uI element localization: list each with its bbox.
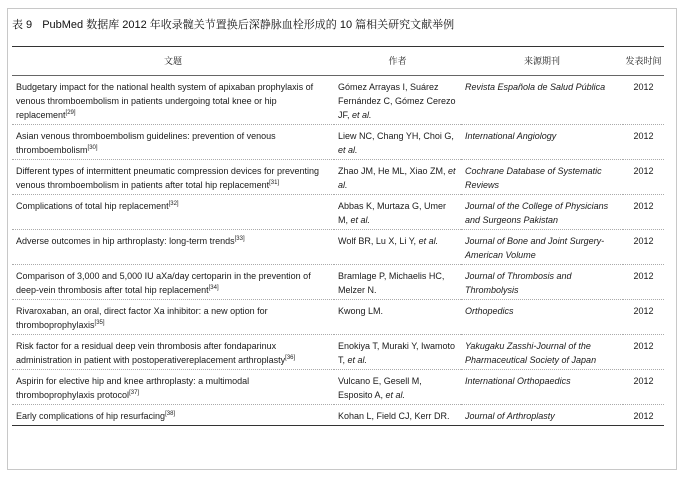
row-et-al: et al. xyxy=(352,110,372,120)
column-header-author: 作者 xyxy=(334,47,461,76)
row-et-al: et al. xyxy=(338,166,456,190)
row-title xyxy=(12,125,334,160)
row-journal: International Angiology xyxy=(465,131,557,141)
table-row xyxy=(12,230,664,265)
row-authors xyxy=(334,370,461,405)
table-caption-text: PubMed 数据库 2012 年收录髋关节置换后深静脉血栓形成的 10 篇相关研究文献举例 xyxy=(42,19,455,31)
row-authors-text: Kohan L, Field CJ, Kerr DR. xyxy=(338,411,450,421)
row-journal: International Orthopaedics xyxy=(465,376,571,386)
row-journal: Yakugaku Zasshi-Journal of the Pharmaceutical Society of Japan xyxy=(465,341,597,365)
row-year: 2012 xyxy=(633,166,654,176)
row-reference: [35] xyxy=(94,320,105,326)
row-reference: [33] xyxy=(234,236,245,242)
row-title-text: Risk factor for a residual deep vein thrombosis after fondaparinux administration in patient with postoperativereplacement arthroplasty xyxy=(16,341,286,365)
row-title xyxy=(12,335,334,370)
row-title xyxy=(12,265,334,300)
row-authors-text: Wolf BR, Lu X, Li Y, xyxy=(338,236,417,246)
row-title-text: Rivaroxaban, an oral, direct factor Xa inhibitor: a new option for thromboprophylaxis xyxy=(16,306,268,330)
row-year: 2012 xyxy=(633,306,654,316)
row-title xyxy=(12,76,334,125)
row-reference: [37] xyxy=(129,390,140,396)
table-row xyxy=(12,125,664,160)
row-title xyxy=(12,230,334,265)
row-authors-text: Enokiya T, Muraki Y, Iwamoto T, xyxy=(338,341,456,365)
table-row xyxy=(12,300,664,335)
row-authors xyxy=(334,300,461,335)
row-title-text: Complications of total hip replacement xyxy=(16,201,169,211)
row-authors xyxy=(334,230,461,265)
table-row xyxy=(12,405,664,426)
row-title xyxy=(12,160,334,195)
row-year: 2012 xyxy=(633,236,654,246)
table-row xyxy=(12,265,664,300)
row-title-text: Aspirin for elective hip and knee arthroplasty: a multimodal thromboprophylaxis protocol xyxy=(16,376,250,400)
column-header-journal: 来源期刊 xyxy=(461,47,623,76)
row-authors xyxy=(334,335,461,370)
literature-table xyxy=(12,46,664,426)
row-authors-text: Gómez Arrayas I, Suárez Fernández C, Gómez Cerezo JF, xyxy=(338,82,456,120)
row-authors xyxy=(334,265,461,300)
row-journal: Journal of the College of Physicians and Surgeons Pakistan xyxy=(465,201,609,225)
row-reference: [29] xyxy=(65,110,76,116)
row-et-al: et al. xyxy=(418,236,439,246)
row-et-al: et al. xyxy=(347,355,368,365)
row-journal: Journal of Bone and Joint Surgery-American Volume xyxy=(465,236,605,260)
row-journal: Journal of Thrombosis and Thrombolysis xyxy=(465,271,572,295)
row-title-text: Budgetary impact for the national health system of apixaban prophylaxis of venous thromboembolism in patients undergoing total knee or hip replacement xyxy=(16,82,314,120)
row-et-al: et al. xyxy=(385,390,406,400)
row-year: 2012 xyxy=(633,376,654,386)
table-body xyxy=(12,76,664,426)
row-authors-text: Vulcano E, Gesell M, Esposito A, xyxy=(338,376,422,400)
row-journal: Orthopedics xyxy=(465,306,514,316)
table-row xyxy=(12,195,664,230)
table-row xyxy=(12,160,664,195)
row-authors-text: Bramlage P, Michaelis HC, Melzer N. xyxy=(338,271,445,295)
table-caption xyxy=(12,16,454,32)
row-year: 2012 xyxy=(633,131,654,141)
row-journal: Journal of Arthroplasty xyxy=(465,411,555,421)
table-number: 表 9 xyxy=(12,19,33,31)
row-year: 2012 xyxy=(633,411,654,421)
row-title xyxy=(12,300,334,335)
row-title-text: Comparison of 3,000 and 5,000 IU aXa/day certoparin in the prevention of deep-vein thrombosis after total hip replacement xyxy=(16,271,311,295)
table-header-row xyxy=(12,47,664,76)
row-title-text: Asian venous thromboembolism guidelines: prevention of venous thromboembolism xyxy=(16,131,276,155)
row-title-text: Early complications of hip resurfacing xyxy=(16,411,166,421)
row-authors xyxy=(334,160,461,195)
row-reference: [32] xyxy=(168,201,179,207)
row-et-al: et al. xyxy=(350,215,371,225)
row-year: 2012 xyxy=(633,341,654,351)
row-reference: [38] xyxy=(165,411,176,417)
row-authors xyxy=(334,125,461,160)
column-header-year: 发表时间 xyxy=(623,47,664,76)
row-title-text: Adverse outcomes in hip arthroplasty: long-term trends xyxy=(16,236,235,246)
row-journal: Revista Española de Salud Pública xyxy=(465,82,606,92)
table-row xyxy=(12,370,664,405)
row-year: 2012 xyxy=(633,82,654,92)
row-year: 2012 xyxy=(633,201,654,211)
row-title xyxy=(12,195,334,230)
row-authors-text: Liew NC, Chang YH, Choi G, xyxy=(338,131,454,141)
table-row xyxy=(12,335,664,370)
row-authors xyxy=(334,405,461,426)
row-reference: [31] xyxy=(269,180,280,186)
row-reference: [34] xyxy=(208,285,219,291)
row-title xyxy=(12,370,334,405)
row-authors-text: Abbas K, Murtaza G, Umer M, xyxy=(338,201,447,225)
row-authors-text: Kwong LM. xyxy=(338,306,384,316)
row-title xyxy=(12,405,334,426)
column-header-title: 文题 xyxy=(12,47,334,76)
row-reference: [30] xyxy=(87,145,98,151)
row-journal: Cochrane Database of Systematic Reviews xyxy=(465,166,602,190)
row-year: 2012 xyxy=(633,271,654,281)
row-authors-text: Zhao JM, He ML, Xiao ZM, xyxy=(338,166,446,176)
row-authors xyxy=(334,76,461,125)
row-title-text: Different types of intermittent pneumatic compression devices for preventing venous thromboembolism in patients after total hip replacement xyxy=(16,166,319,190)
row-authors xyxy=(334,195,461,230)
table-row xyxy=(12,76,664,125)
row-et-al: et al. xyxy=(338,145,358,155)
row-reference: [36] xyxy=(285,355,296,361)
